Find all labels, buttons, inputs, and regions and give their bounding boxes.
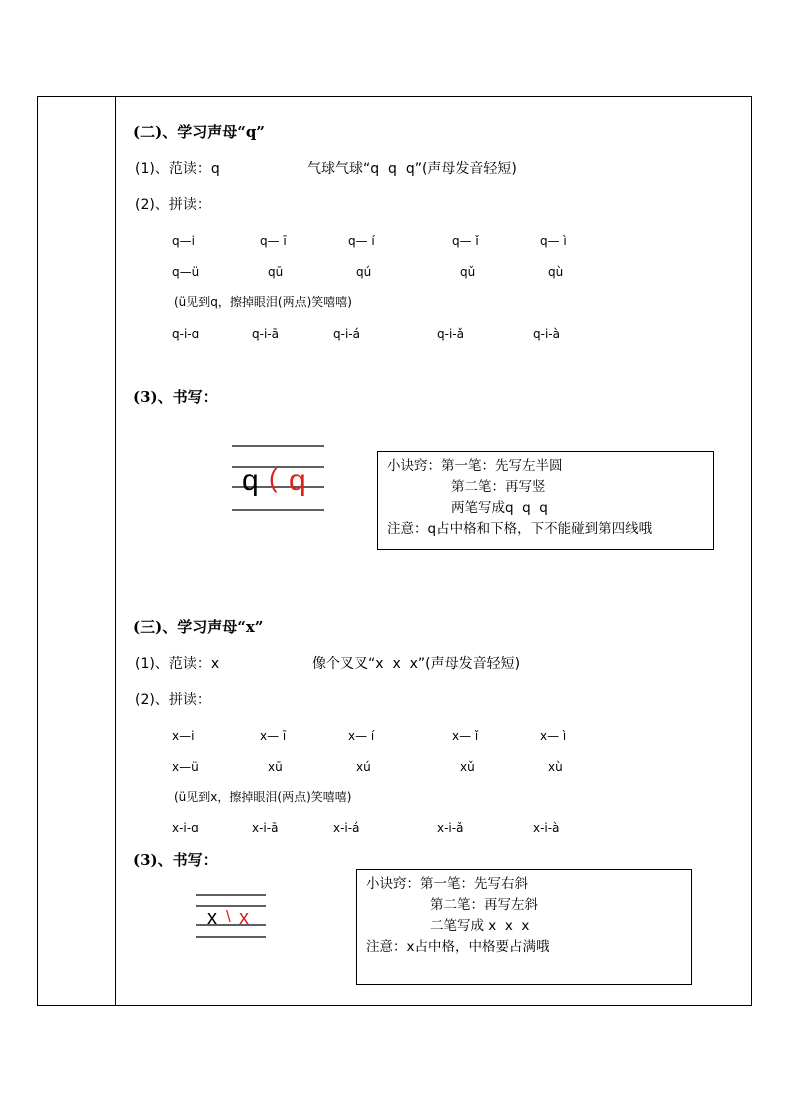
q-syllable: q— ī: [260, 234, 287, 248]
x-syllable: xú: [356, 760, 371, 774]
x-stroke-diagonal: \: [226, 907, 231, 926]
q-syllable: qù: [548, 265, 564, 279]
x-stroke-letter-red: x: [239, 907, 249, 929]
x-tip-line: 二笔写成 x x x: [430, 918, 530, 934]
q-syllable: q-i-ǎ: [437, 327, 464, 341]
q-syllable: qǔ: [460, 265, 476, 279]
x-reading-label: (1)、范读：x: [135, 656, 220, 672]
x-tip-line: 小诀窍：第一笔：先写右斜: [366, 876, 528, 892]
x-rule-note: (ü见到x，擦掉眼泪(两点)笑嘻嘻): [174, 790, 352, 804]
x-writing-label: (3)、书写：: [133, 851, 218, 869]
x-syllable: x-i-ɑ: [172, 821, 199, 835]
q-syllable: q-i-á: [333, 327, 360, 341]
x-writing-grid: [196, 892, 268, 942]
q-stroke-arc: (: [269, 463, 278, 493]
q-syllable: qú: [356, 265, 372, 279]
x-syllable: x— í: [348, 729, 375, 743]
x-reading-text: 像个叉叉“x x x”(声母发音轻短): [312, 656, 521, 672]
x-pinyin-label: (2)、拼读：: [135, 692, 211, 708]
q-tip-line: 小诀窍：第一笔：先写左半圆: [387, 458, 563, 474]
q-tip-box: [377, 451, 714, 550]
q-syllable: q— ǐ: [452, 234, 479, 248]
q-stroke-letter: q: [242, 464, 259, 497]
q-syllable: qū: [268, 265, 284, 279]
q-tip-line: 第二笔：再写竖: [451, 479, 546, 495]
x-syllable: x-i-á: [333, 821, 360, 835]
q-syllable: q—ü: [172, 265, 200, 279]
x-syllable: x-i-à: [533, 821, 560, 835]
q-syllable: q-i-ɑ: [172, 327, 200, 341]
q-syllable: q— ì: [540, 234, 567, 248]
q-rule-note: (ü见到q，擦掉眼泪(两点)笑嘻嘻): [174, 295, 352, 309]
x-section-heading: (三)、学习声母“x”: [133, 618, 264, 636]
q-syllable: q-i-à: [533, 327, 560, 341]
q-section-heading: (二)、学习声母“q”: [133, 123, 265, 141]
x-syllable: x—ü: [172, 760, 199, 774]
q-writing-grid: [232, 442, 326, 516]
x-syllable: x— ǐ: [452, 729, 479, 743]
x-syllable: xù: [548, 760, 563, 774]
x-syllable: x-i-ā: [252, 821, 279, 835]
x-syllable: xū: [268, 760, 283, 774]
q-reading-label: (1)、范读：q: [135, 161, 220, 177]
x-stroke-letter: x: [207, 907, 217, 929]
q-syllable: q—i: [172, 234, 195, 248]
column-divider: [115, 96, 116, 1006]
x-syllable: x-i-ǎ: [437, 821, 464, 835]
x-tip-line: 注意：x占中格，中格要占满哦: [366, 939, 550, 955]
q-stroke-letter-red: q: [289, 464, 306, 497]
q-tip-line: 注意：q占中格和下格，下不能碰到第四线哦: [387, 521, 653, 537]
x-syllable: x— ì: [540, 729, 567, 743]
q-reading-text: 气球气球“q q q”(声母发音轻短): [307, 161, 517, 177]
q-syllable: q— í: [348, 234, 375, 248]
q-syllable: q-i-ā: [252, 327, 279, 341]
x-syllable: xǔ: [460, 760, 475, 774]
x-tip-box: [356, 869, 692, 985]
q-tip-line: 两笔写成q q q: [451, 500, 548, 516]
x-syllable: x—i: [172, 729, 195, 743]
q-pinyin-label: (2)、拼读：: [135, 197, 211, 213]
x-tip-line: 第二笔：再写左斜: [430, 897, 538, 913]
q-writing-label: (3)、书写：: [133, 388, 218, 406]
x-syllable: x— ī: [260, 729, 287, 743]
